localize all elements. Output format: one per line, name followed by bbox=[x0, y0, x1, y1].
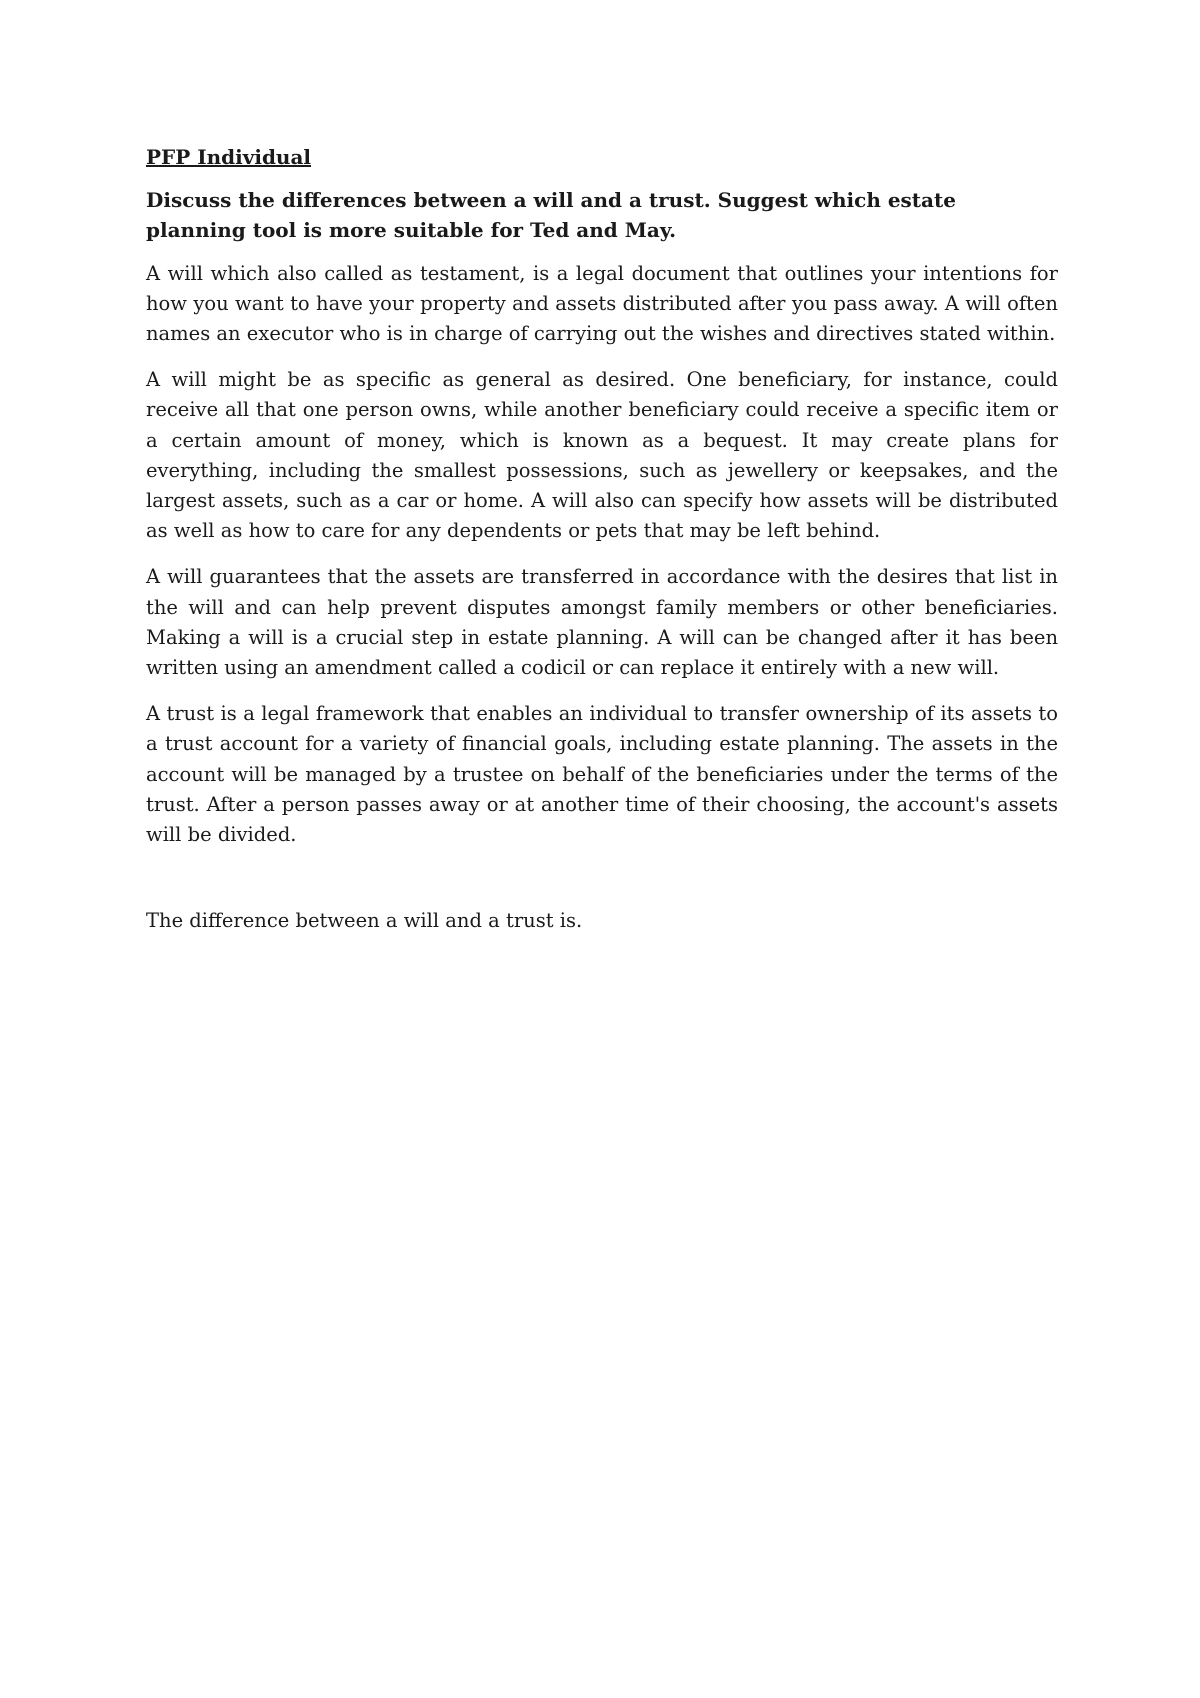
closing-sentence: The difference between a will and a trust is. bbox=[146, 909, 583, 933]
paragraph-will-specifics: A will might be as specific as general as desired. One beneficiary, for instance, could receive all that one person owns, while another beneficiary could receive a specific item or a certain amount of money, which is known as a bequest. It may create plans for everything, including the smallest possessions, such as jewellery or keepsakes, and the largest assets, such as a car or home. A will also can specify how assets will be distributed as well as how to care for any dependents or pets that may be left behind. bbox=[146, 368, 1058, 543]
document-title: PFP Individual bbox=[146, 145, 312, 169]
paragraph-will-guarantees: A will guarantees that the assets are transferred in accordance with the desires that list in the will and can help prevent disputes amongst family members or other beneficiaries. Making a will is a crucial step in estate planning. A will can be changed after it has been written using an amendment called a codicil or can replace it entirely with a new will. bbox=[146, 565, 1058, 680]
paragraph-will-definition: A will which also called as testament, is a legal document that outlines your intentions for how you want to have your property and assets distributed after you pass away. A will often names an executor who is in charge of carrying out the wishes and directives stated within. bbox=[146, 261, 1058, 346]
blank-space bbox=[146, 866, 1058, 906]
document-body bbox=[146, 142, 1058, 936]
question-heading: Discuss the differences between a will and a trust. Suggest which estate planning tool is more suitable for Ted and May. bbox=[146, 188, 956, 243]
paragraph-trust-definition: A trust is a legal framework that enables an individual to transfer ownership of its assets to a trust account for a variety of financial goals, including estate planning. The assets in the account will be managed by a trustee on behalf of the beneficiaries under the terms of the trust. After a person passes away or at another time of their choosing, the account's assets will be divided. bbox=[146, 702, 1058, 847]
